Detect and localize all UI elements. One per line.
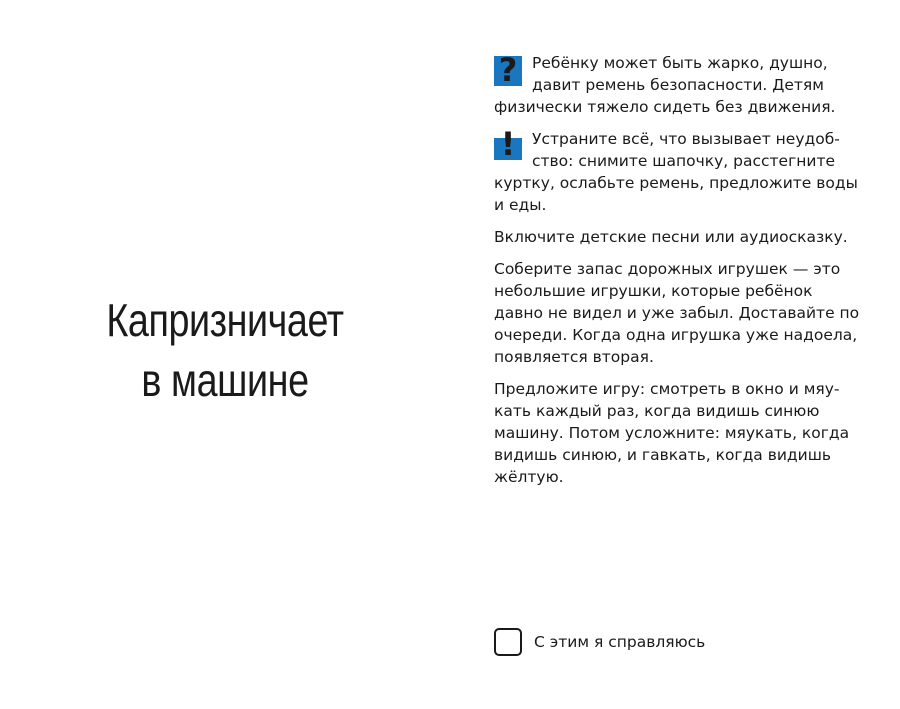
exclamation-glyph: ! [500, 125, 516, 163]
advice-text: Устраните всё, что вызывает неудобство: снимите шапочку, расстегните куртку, ослабьте ремень, предложите воды и еды. [494, 130, 858, 214]
advice-paragraph [494, 125, 860, 216]
tip-paragraph-2: Соберите запас дорожных игрушек — это небольшие игрушки, которые ребёнок давно не видел и уже забыл. Доставайте по очереди. Когда одна игрушка уже надоела, появляется вторая. [494, 260, 860, 366]
question-glyph: ? [498, 51, 518, 89]
tip-paragraph-1: Включите детские песни или аудиосказку. [494, 228, 848, 246]
right-page [494, 52, 860, 498]
page-title [41, 290, 410, 410]
page-title-line-1: Капризничает [106, 294, 344, 346]
problem-paragraph [494, 52, 860, 118]
question-mark-icon [494, 51, 522, 89]
page-title-line-2: в машине [141, 354, 309, 406]
coping-checkbox[interactable] [494, 628, 522, 656]
problem-text: Ребёнку может быть жарко, душно, давит ремень безопасности. Детям физически тяжело сидеть без движения. [494, 54, 836, 116]
exclamation-mark-icon [494, 125, 522, 163]
coping-checkbox-label: С этим я справляюсь [534, 633, 706, 651]
coping-checkbox-row[interactable] [494, 628, 705, 656]
tip-paragraph-3: Предложите игру: смотреть в окно и мяукать каждый раз, когда видишь синюю машину. Потом усложните: мяукать, когда видишь синюю, и гавкать, когда видишь жёлтую. [494, 380, 850, 486]
